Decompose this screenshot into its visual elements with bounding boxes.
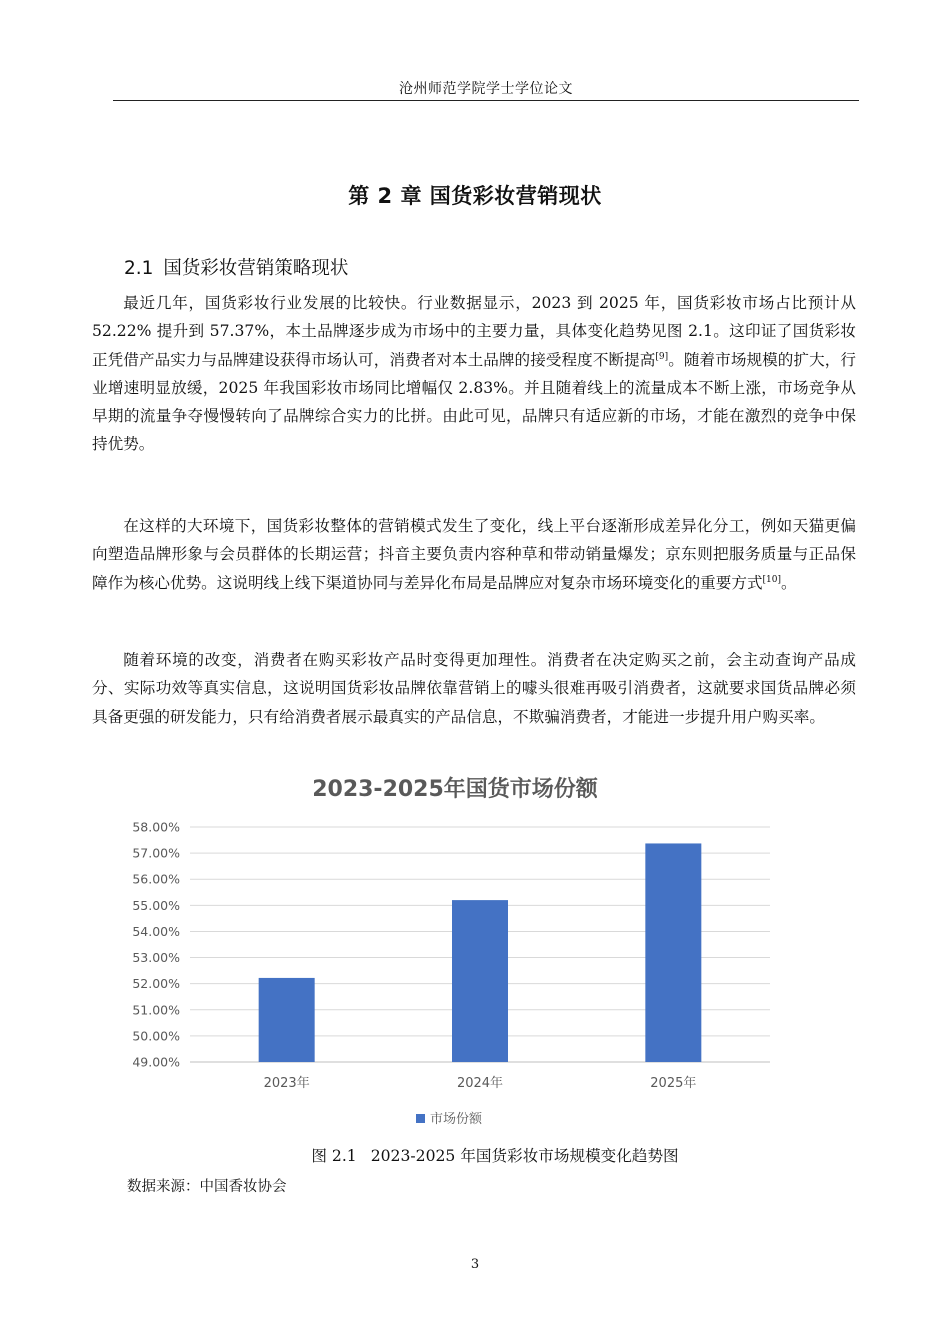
figure-caption-text: 2023-2025 年国货彩妆市场规模变化趋势图 (370, 1147, 679, 1165)
y-tick-label: 58.00% (132, 819, 180, 835)
y-tick-label: 57.00% (132, 845, 180, 861)
y-tick-label: 56.00% (132, 871, 180, 887)
bar-1 (259, 978, 315, 1062)
citation-9: [9] (655, 351, 669, 362)
y-tick-label: 49.00% (132, 1054, 180, 1070)
legend-label: 市场份额 (430, 1112, 483, 1127)
section-heading (124, 254, 348, 280)
legend-swatch (416, 1114, 425, 1123)
market-share-chart (110, 768, 810, 1138)
page-header: 沧州师范学院学士学位论文 (399, 81, 573, 97)
y-tick-label: 53.00% (132, 950, 180, 966)
figure-caption (0, 1144, 950, 1166)
paragraph-1 (92, 289, 856, 459)
x-tick-label: 2023年 (263, 1076, 310, 1091)
chart-svg (110, 768, 810, 1138)
paragraph-1-text-b: 。随着市场规模的扩大，行业增速明显放缓，2025 年我国彩妆市场同比增幅仅 2.83%。并且随着线上的流量成本不断上涨，市场竞争从早期的流量争夺慢慢转向了品牌综合实力的比拼。由此可见，品牌只有适应新的市场，才能在激烈的竞争中保持优势。 (92, 350, 856, 454)
bar-3 (645, 843, 701, 1062)
paragraph-1-text-a: 最近几年，国货彩妆行业发展的比较快。行业数据显示，2023 到 2025 年，国货彩妆市场占比预计从 52.22% 提升到 57.37%，本土品牌逐步成为市场中的主要力量，具体变化趋势见图 2.1。这印证了国货彩妆正凭借产品实力与品牌建设获得市场认可，消费者对本土品牌的接受程度不断提高 (92, 294, 856, 369)
page-number: 3 (470, 1257, 480, 1272)
paragraph-3: 随着环境的改变，消费者在购买彩妆产品时变得更加理性。消费者在决定购买之前，会主动查询产品成分、实际功效等真实信息，这说明国货彩妆品牌依靠营销上的噱头很难再吸引消费者，这就要求国货品牌必须具备更强的研发能力，只有给消费者展示最真实的产品信息，不欺骗消费者，才能进一步提升用户购买率。 (92, 651, 856, 726)
figure-number: 图 2.1 (311, 1147, 357, 1165)
paragraph-2-text-b: 。 (781, 573, 797, 592)
citation-10: [10] (762, 574, 782, 585)
section-title: 国货彩妆营销策略现状 (163, 258, 349, 279)
y-tick-label: 54.00% (132, 923, 180, 939)
chart-legend (416, 1111, 483, 1127)
paragraph-2 (92, 512, 856, 597)
chart-bars (259, 843, 702, 1062)
chart-y-ticks (132, 820, 180, 1070)
data-source: 数据来源：中国香妆协会 (127, 1179, 287, 1195)
y-tick-label: 55.00% (132, 897, 180, 913)
chapter-title: 第 2 章 国货彩妆营销现状 (348, 184, 602, 208)
chart-x-ticks (264, 1075, 697, 1091)
y-tick-label: 52.00% (132, 976, 180, 992)
y-tick-label: 50.00% (132, 1028, 180, 1044)
paragraph-2-text-a: 在这样的大环境下，国货彩妆整体的营销模式发生了变化，线上平台逐渐形成差异化分工，例如天猫更偏向塑造品牌形象与会员群体的长期运营；抖音主要负责内容种草和带动销量爆发；京东则把服务质量与正品保障作为核心优势。这说明线上线下渠道协同与差异化布局是品牌应对复杂市场环境变化的重要方式 (92, 517, 856, 592)
x-tick-label: 2024年 (456, 1076, 504, 1091)
bar-2 (452, 900, 508, 1062)
section-number: 2.1 (124, 258, 154, 279)
chart-title: 2023-2025年国货市场份额 (312, 777, 598, 802)
y-tick-label: 51.00% (132, 1002, 180, 1018)
header-rule (113, 100, 859, 101)
x-tick-label: 2025年 (650, 1076, 697, 1091)
